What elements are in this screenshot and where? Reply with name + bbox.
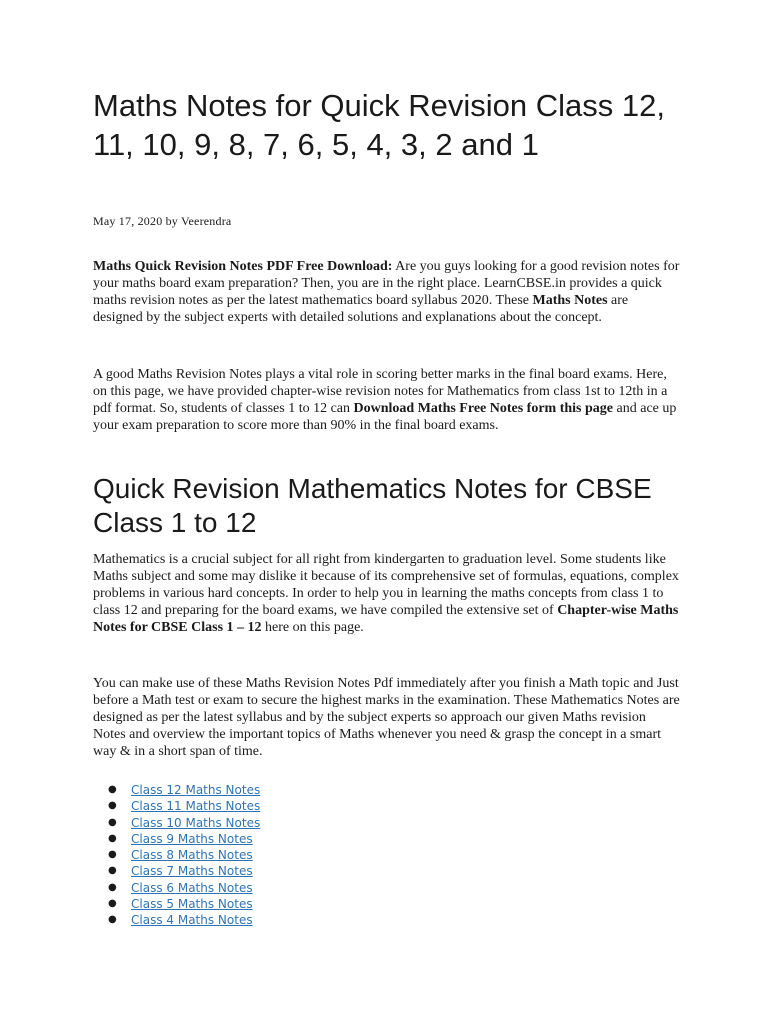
link-class-6-maths-notes[interactable]: Class 6 Maths Notes	[131, 880, 253, 895]
link-class-7-maths-notes[interactable]: Class 7 Maths Notes	[131, 864, 253, 879]
third-text-2: here on this page.	[261, 620, 364, 635]
second-bold-download: Download Maths Free Notes form this page	[353, 401, 614, 416]
list-item	[93, 912, 260, 928]
page-title: Maths Notes for Quick Revision Class 12, 11, 10, 9, 8, 7, 6, 5, 4, 3, 2 and 1	[93, 88, 665, 162]
list-item	[93, 782, 260, 798]
bullet-icon: ●	[108, 865, 117, 877]
link-class-9-maths-notes[interactable]: Class 9 Maths Notes	[131, 831, 253, 846]
intro-text-2: are designed by the subject experts with detailed solutions and explanations about the concept.	[93, 293, 629, 325]
link-class-10-maths-notes[interactable]: Class 10 Maths Notes	[131, 815, 261, 830]
bullet-icon: ●	[108, 800, 117, 812]
intro-lead-bold: Maths Quick Revision Notes PDF Free Download:	[93, 259, 393, 274]
class-notes-link-list	[93, 782, 260, 929]
post-date: May 17, 2020	[93, 214, 163, 228]
link-class-11-maths-notes[interactable]: Class 11 Maths Notes	[131, 799, 261, 814]
fourth-paragraph	[93, 675, 681, 760]
link-class-12-maths-notes[interactable]: Class 12 Maths Notes	[131, 783, 261, 797]
list-item	[93, 880, 260, 896]
link-class-4-maths-notes[interactable]: Class 4 Maths Notes	[131, 913, 253, 928]
bullet-icon: ●	[108, 849, 117, 861]
third-bold-chapter-wise: Chapter-wise Maths Notes for CBSE Class 1 – 12	[93, 603, 679, 635]
bullet-icon: ●	[108, 816, 117, 828]
bullet-icon: ●	[108, 881, 117, 893]
post-by: by	[162, 214, 181, 228]
link-class-8-maths-notes[interactable]: Class 8 Maths Notes	[131, 848, 253, 863]
post-meta	[93, 214, 231, 229]
second-paragraph	[93, 366, 681, 434]
link-class-5-maths-notes[interactable]: Class 5 Maths Notes	[131, 897, 253, 912]
third-paragraph	[93, 551, 681, 636]
list-item	[93, 896, 260, 912]
fourth-text-1: You can make use of these Maths Revision Notes Pdf immediately after you finish a Math topic and Just before a Math test or exam to secure the highest marks in the examination. These Mathematics Notes are designed as per the latest syllabus and by the subject experts so approach our given Maths revision Notes and overview the important topics of Maths whenever you need & grasp the concept in a smart way & in a short span of time.	[93, 676, 680, 759]
post-author: Veerendra	[181, 214, 232, 228]
section-heading: Quick Revision Mathematics Notes for CBSE Class 1 to 12	[93, 473, 652, 538]
second-text-2: and ace up your exam preparation to score more than 90% in the final board exams.	[93, 401, 677, 433]
bullet-icon: ●	[108, 832, 117, 844]
list-item	[93, 798, 260, 814]
intro-paragraph	[93, 258, 681, 326]
third-text-1: Mathematics is a crucial subject for all right from kindergarten to graduation level. Some students like Maths subject and some may dislike it because of its comprehensive set of formulas, equations, complex problems in various hard concepts. In order to help you in learning the maths concepts from class 1 to class 12 and preparing for the board exams, we have compiled the extensive set of	[93, 552, 679, 618]
list-item	[93, 831, 260, 847]
second-text-1: A good Maths Revision Notes plays a vital role in scoring better marks in the final board exams. Here, on this page, we have provided chapter-wise revision notes for Mathematics from class 1st to 12th in a pdf format. So, students of classes 1 to 12 can	[93, 367, 668, 416]
list-item	[93, 815, 260, 831]
list-item	[93, 847, 260, 863]
intro-bold-maths-notes: Maths Notes	[532, 293, 608, 308]
bullet-icon: ●	[108, 914, 117, 926]
bullet-icon: ●	[108, 898, 117, 910]
list-item	[93, 863, 260, 879]
intro-text-1: Are you guys looking for a good revision notes for your maths board exam preparation? Then, you are in the right place. LearnCBSE.in provides a quick maths revision notes as per the latest mathematics board syllabus 2020. These	[93, 259, 680, 308]
bullet-icon: ●	[108, 784, 117, 795]
